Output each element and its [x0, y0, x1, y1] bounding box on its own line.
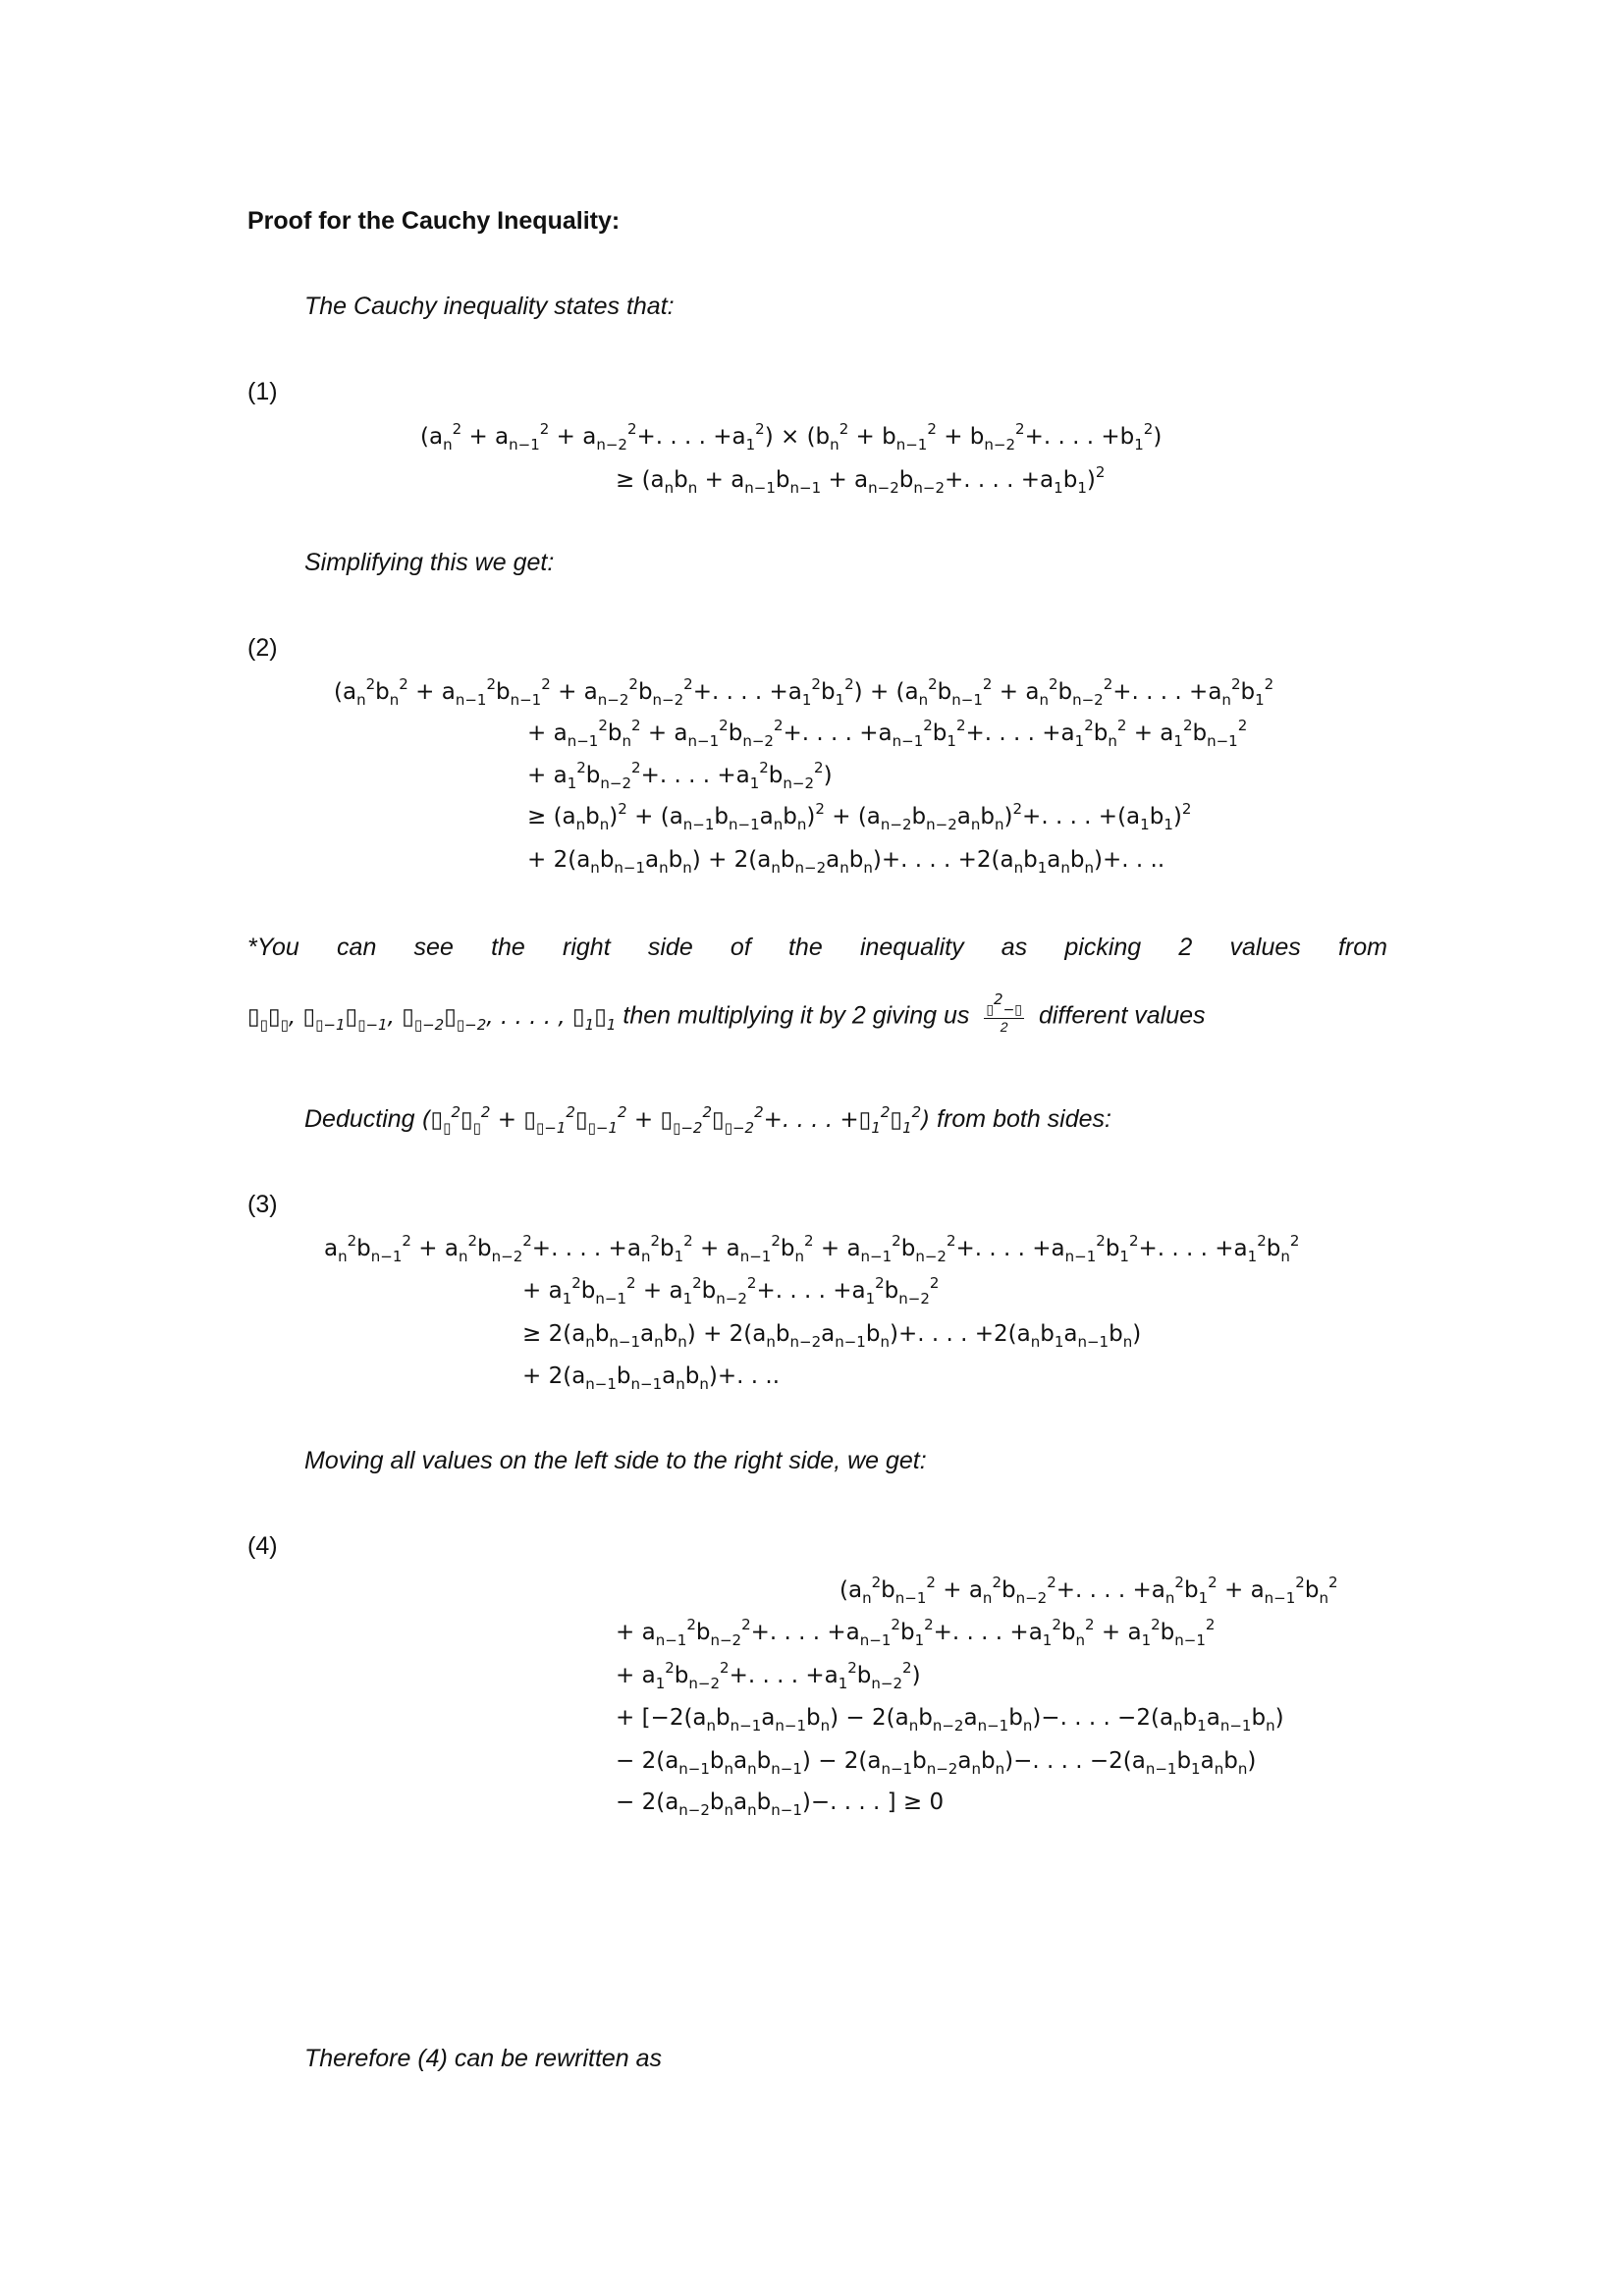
equation-1-label: (1)	[247, 378, 278, 405]
deduct-line	[304, 1104, 1111, 1135]
note-text: then multiplying it by 2 giving us	[623, 1001, 970, 1030]
fraction-numerator: ▯$^2$−▯	[986, 990, 1023, 1018]
equation-4-line: − $2(a_{n-1}b_na_nb_{n-1}) - 2(a_{n-1}b_{n-2}a_nb_n)-$. . . . $-2(a_{n-1}b_1a_nb_n)$	[616, 1748, 1257, 1778]
equation-4-line: + $a_1^2b_{n-2}^2+$. . . . $+a_1^2b_{n-2}^2$)	[616, 1659, 921, 1692]
note-line-1: *You can see the right side of the inequality as picking 2 values from	[247, 934, 1387, 961]
fraction-denominator: 2	[1000, 1019, 1008, 1035]
simplify-text: Simplifying this we get:	[304, 549, 555, 576]
therefore-text: Therefore (4) can be rewritten as	[304, 2045, 663, 2072]
equation-2-line: + $a_1^2b_{n-2}^2+$. . . . $+a_1^2b_{n-2}^2$)	[527, 759, 833, 792]
deduct-math: ($▯_▯^2▯_▯^2$ + $▯_{▯-1}^2▯_{▯-1}^2$ + $▯_{▯-2}^2▯_{▯-2}^2+$. . . . $+▯_1^2▯_1^2$)	[421, 1103, 931, 1137]
deduct-prefix: Deducting	[304, 1105, 415, 1133]
equation-4-line: + [$-2(a_nb_{n-1}a_{n-1}b_n) - 2(a_nb_{n-2}a_{n-1}b_n)-$. . . . $-2(a_nb_1a_{n-1}b_n)$	[616, 1705, 1284, 1735]
equation-2-line: ($a_n^2b_n^2 + a_{n-1}^2b_{n-1}^2 + a_{n-2}^2b_{n-2}^2+$. . . . $+a_1^2b_1^2) + (a_n^2b_{n-1}^2 + a_n^2b_{n-2}^2+$. . . . $+a_n^2b_1^2$	[334, 675, 1274, 709]
equation-4-line: + $a_{n-1}^2b_{n-2}^2+$. . . . $+a_{n-1}^2b_1^2+$. . . . $+a_1^2b_n^2 + a_1^2b_{n-1}^2$	[616, 1616, 1216, 1649]
equation-4-line: − $2(a_{n-2}b_na_nb_{n-1})-$. . . . ] ≥ 0	[616, 1789, 945, 1819]
equation-2-line: + $a_{n-1}^2b_n^2 + a_{n-1}^2b_{n-2}^2+$. . . . $+a_{n-1}^2b_1^2+$. . . . $+a_1^2b_n^2 + a_1^2b_{n-1}^2$	[527, 717, 1248, 750]
equation-4-label: (4)	[247, 1532, 278, 1560]
moving-text: Moving all values on the left side to the right side, we get:	[304, 1447, 927, 1474]
deduct-suffix: from both sides:	[937, 1105, 1111, 1133]
fraction	[984, 990, 1024, 1035]
intro-text: The Cauchy inequality states that:	[304, 293, 675, 320]
equation-3-line: + $2(a_{n-1}b_{n-1}a_nb_n)+$. . ..	[522, 1363, 781, 1393]
equation-2-line: ≥ $(a_nb_n)^2 + (a_{n-1}b_{n-1}a_nb_n)^2 + (a_{n-2}b_{n-2}a_nb_n)^2+$. . . . $+(a_1b_1)^2$	[527, 800, 1192, 833]
equation-3-line: + $a_1^2b_{n-1}^2 + a_1^2b_{n-2}^2+$. . . . $+a_1^2b_{n-2}^2$	[522, 1274, 940, 1308]
equation-4-line: ($a_n^2b_{n-1}^2 + a_n^2b_{n-2}^2+$. . . . $+a_n^2b_1^2 + a_{n-1}^2b_n^2$	[839, 1574, 1338, 1607]
note-end-text: different values	[1038, 1001, 1206, 1030]
equation-2-label: (2)	[247, 634, 278, 662]
equation-3-line: $a_n^2b_{n-1}^2 + a_n^2b_{n-2}^2+$. . . . $+a_n^2b_1^2 + a_{n-1}^2b_n^2 + a_{n-1}^2b_{n-2}^2+$. . . . $+a_{n-1}^2b_1^2+$. . . . $+a_1^2b_n^2$	[324, 1232, 1300, 1265]
equation-1-line: ($a_n^2 + a_{n-1}^2 + a_{n-2}^2+$. . . . $+a_1^2) \times (b_n^2 + b_{n-1}^2 + b_{n-2}^2+$. . . . $+b_1^2$)	[420, 420, 1163, 454]
equation-3-label: (3)	[247, 1191, 278, 1218]
note-line-2	[247, 990, 1206, 1035]
equation-3-line: ≥ $2(a_nb_{n-1}a_nb_n) + 2(a_nb_{n-2}a_{n-1}b_n)+$. . . . $+2(a_nb_1a_{n-1}b_n)$	[522, 1321, 1142, 1351]
note-math: $▯_▯▯_▯$, $▯_{▯-1}▯_{▯-1}$, $▯_{▯-2}▯_{▯-2}$, . . . . , $▯_1▯_1$	[247, 1003, 617, 1034]
equation-1-line: ≥ ($a_nb_n + a_{n-1}b_{n-1} + a_{n-2}b_{n-2}+$. . . . $+a_1b_1)^2$	[616, 463, 1106, 497]
document-title: Proof for the Cauchy Inequality:	[247, 207, 621, 235]
equation-2-line: + $2(a_nb_{n-1}a_nb_n) + 2(a_nb_{n-2}a_nb_n)+$. . . . $+2(a_nb_1a_nb_n)+$. . ..	[527, 847, 1165, 877]
